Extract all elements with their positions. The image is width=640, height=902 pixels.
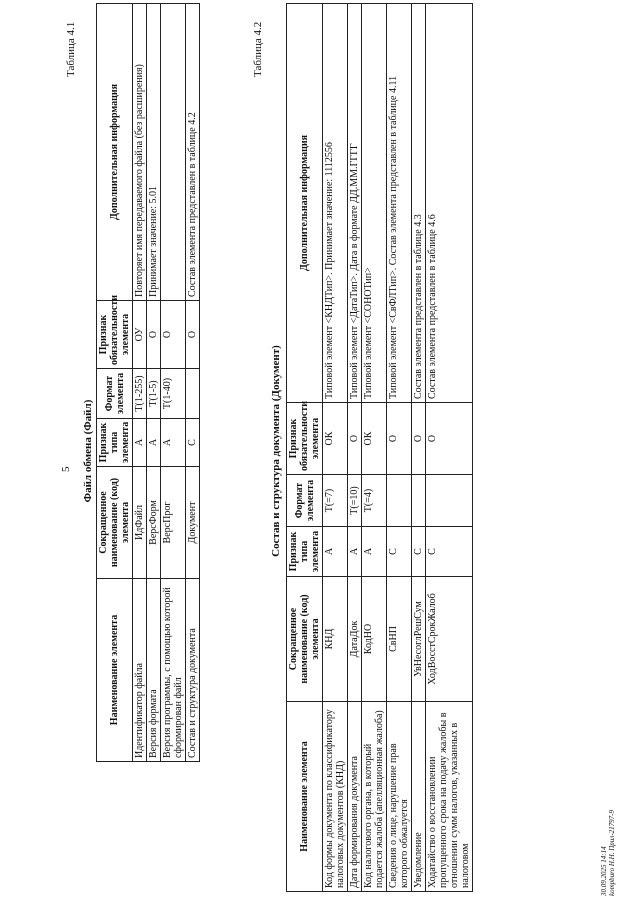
cell-format: [387, 475, 412, 527]
header-type: Признак типа элемента: [287, 527, 323, 577]
cell-name: Сведения о лице, нарушение прав которого обжалуется: [387, 702, 412, 892]
cell-code: ДатаДок: [348, 577, 362, 702]
header-code: Сокращенное наименование (код) элемента: [287, 577, 323, 702]
cell-type: С: [412, 527, 426, 577]
cell-required: ОК: [362, 403, 387, 475]
table-row: [362, 4, 387, 892]
table-row: [348, 4, 362, 892]
header-required: Признак обязательности элемента: [97, 301, 133, 369]
cell-type: С: [186, 419, 200, 467]
cell-name: Код налогового органа, в который подается жалоба (апелляционная жалоба): [362, 702, 387, 892]
header-required: Признак обязательности элемента: [287, 403, 323, 475]
cell-info: Повторяет имя передаваемого файла (без расширения): [133, 4, 147, 301]
header-name: Наименование элемента: [287, 702, 323, 892]
cell-type: А: [323, 527, 348, 577]
table-row: [426, 4, 473, 892]
cell-type: А: [133, 419, 147, 467]
cell-required: ОК: [323, 403, 348, 475]
cell-name: Уведомление: [412, 702, 426, 892]
footer-date: 30.09.2025 14:14: [600, 846, 608, 896]
table2-header-row: [287, 4, 323, 892]
cell-code: КодНО: [362, 577, 387, 702]
cell-info: Состав элемента представлен в таблице 4.6: [426, 4, 473, 403]
header-format: Формат элемента: [97, 369, 133, 419]
cell-format: Т(=4): [362, 475, 387, 527]
table-row: [412, 4, 426, 892]
cell-code: ИдФайл: [133, 467, 147, 579]
cell-required: О: [161, 301, 186, 369]
cell-format: Т(1-5): [147, 369, 161, 419]
cell-name: Дата формирования документа: [348, 702, 362, 892]
cell-format: [186, 369, 200, 419]
footer-ref: kompburo Н.Н. Прил-21797-9: [608, 809, 616, 896]
cell-code: КНД: [323, 577, 348, 702]
cell-name: Код формы документа по классификатору налоговых документов (КНД): [323, 702, 348, 892]
cell-required: О: [147, 301, 161, 369]
cell-format: Т(=7): [323, 475, 348, 527]
cell-name: Идентификатор файла: [133, 579, 147, 762]
table1: [96, 3, 200, 762]
cell-required: О: [426, 403, 473, 475]
cell-info: Типовой элемент <КНДТип>. Принимает значение: 1112556: [323, 4, 348, 403]
cell-type: С: [387, 527, 412, 577]
cell-required: ОУ: [133, 301, 147, 369]
cell-name: Версия формата: [147, 579, 161, 762]
table1-header-row: [97, 4, 133, 762]
cell-code: СвНП: [387, 577, 412, 702]
table2-title: Состав и структура документа (Документ): [270, 345, 282, 557]
cell-code: УвНесоглРешСум: [412, 577, 426, 702]
page-number: 5: [60, 466, 72, 472]
cell-required: О: [412, 403, 426, 475]
table1-label: Таблица 4.1: [65, 21, 77, 77]
table-row: [161, 4, 186, 762]
table2: [286, 3, 473, 892]
cell-code: Документ: [186, 467, 200, 579]
cell-name: Состав и структура документа: [186, 579, 200, 762]
cell-required: О: [387, 403, 412, 475]
table-row: [133, 4, 147, 762]
cell-info: Типовой элемент <СвФЛТип>. Состав элемента представлен в таблице 4.11: [387, 4, 412, 403]
footer-stamp: [600, 810, 616, 896]
cell-info: Типовой элемент <ДатаТип>. Дата в формате ДД.ММ.ГГГГ: [348, 4, 362, 403]
cell-name: Ходатайство о восстановлении пропущенного срока на подачу жалобы в отношении сумм налогов, указанных в налоговом: [426, 702, 473, 892]
cell-type: А: [161, 419, 186, 467]
cell-type: А: [147, 419, 161, 467]
cell-type: А: [362, 527, 387, 577]
header-format: Формат элемента: [287, 475, 323, 527]
header-info: Дополнительная информация: [287, 4, 323, 403]
header-info: Дополнительная информация: [97, 4, 133, 301]
cell-info: [161, 4, 186, 301]
table-row: [186, 4, 200, 762]
table-row: [387, 4, 412, 892]
cell-code: ВерсФорм: [147, 467, 161, 579]
cell-name: Версия программы, с помощью которой сформирован файл: [161, 579, 186, 762]
cell-format: [412, 475, 426, 527]
cell-code: ХодВосстСрокЖалоб: [426, 577, 473, 702]
header-type: Признак типа элемента: [97, 419, 133, 467]
cell-info: Принимает значение: 5.01: [147, 4, 161, 301]
table-row: [147, 4, 161, 762]
header-code: Сокращенное наименование (код) элемента: [97, 467, 133, 579]
cell-format: Т(1-40): [161, 369, 186, 419]
cell-format: [426, 475, 473, 527]
cell-info: Состав элемента представлен в таблице 4.3: [412, 4, 426, 403]
cell-required: О: [186, 301, 200, 369]
cell-format: Т(=10): [348, 475, 362, 527]
table2-label: Таблица 4.2: [252, 21, 264, 77]
cell-required: О: [348, 403, 362, 475]
cell-type: А: [348, 527, 362, 577]
cell-type: С: [426, 527, 473, 577]
cell-info: Состав элемента представлен в таблице 4.2: [186, 4, 200, 301]
cell-format: Т(1-255): [133, 369, 147, 419]
header-name: Наименование элемента: [97, 579, 133, 762]
cell-info: Типовой элемент <СОНОТип>: [362, 4, 387, 403]
cell-code: ВерсПрог: [161, 467, 186, 579]
table-row: [323, 4, 348, 892]
table1-title: Файл обмена (Файл): [82, 399, 94, 503]
